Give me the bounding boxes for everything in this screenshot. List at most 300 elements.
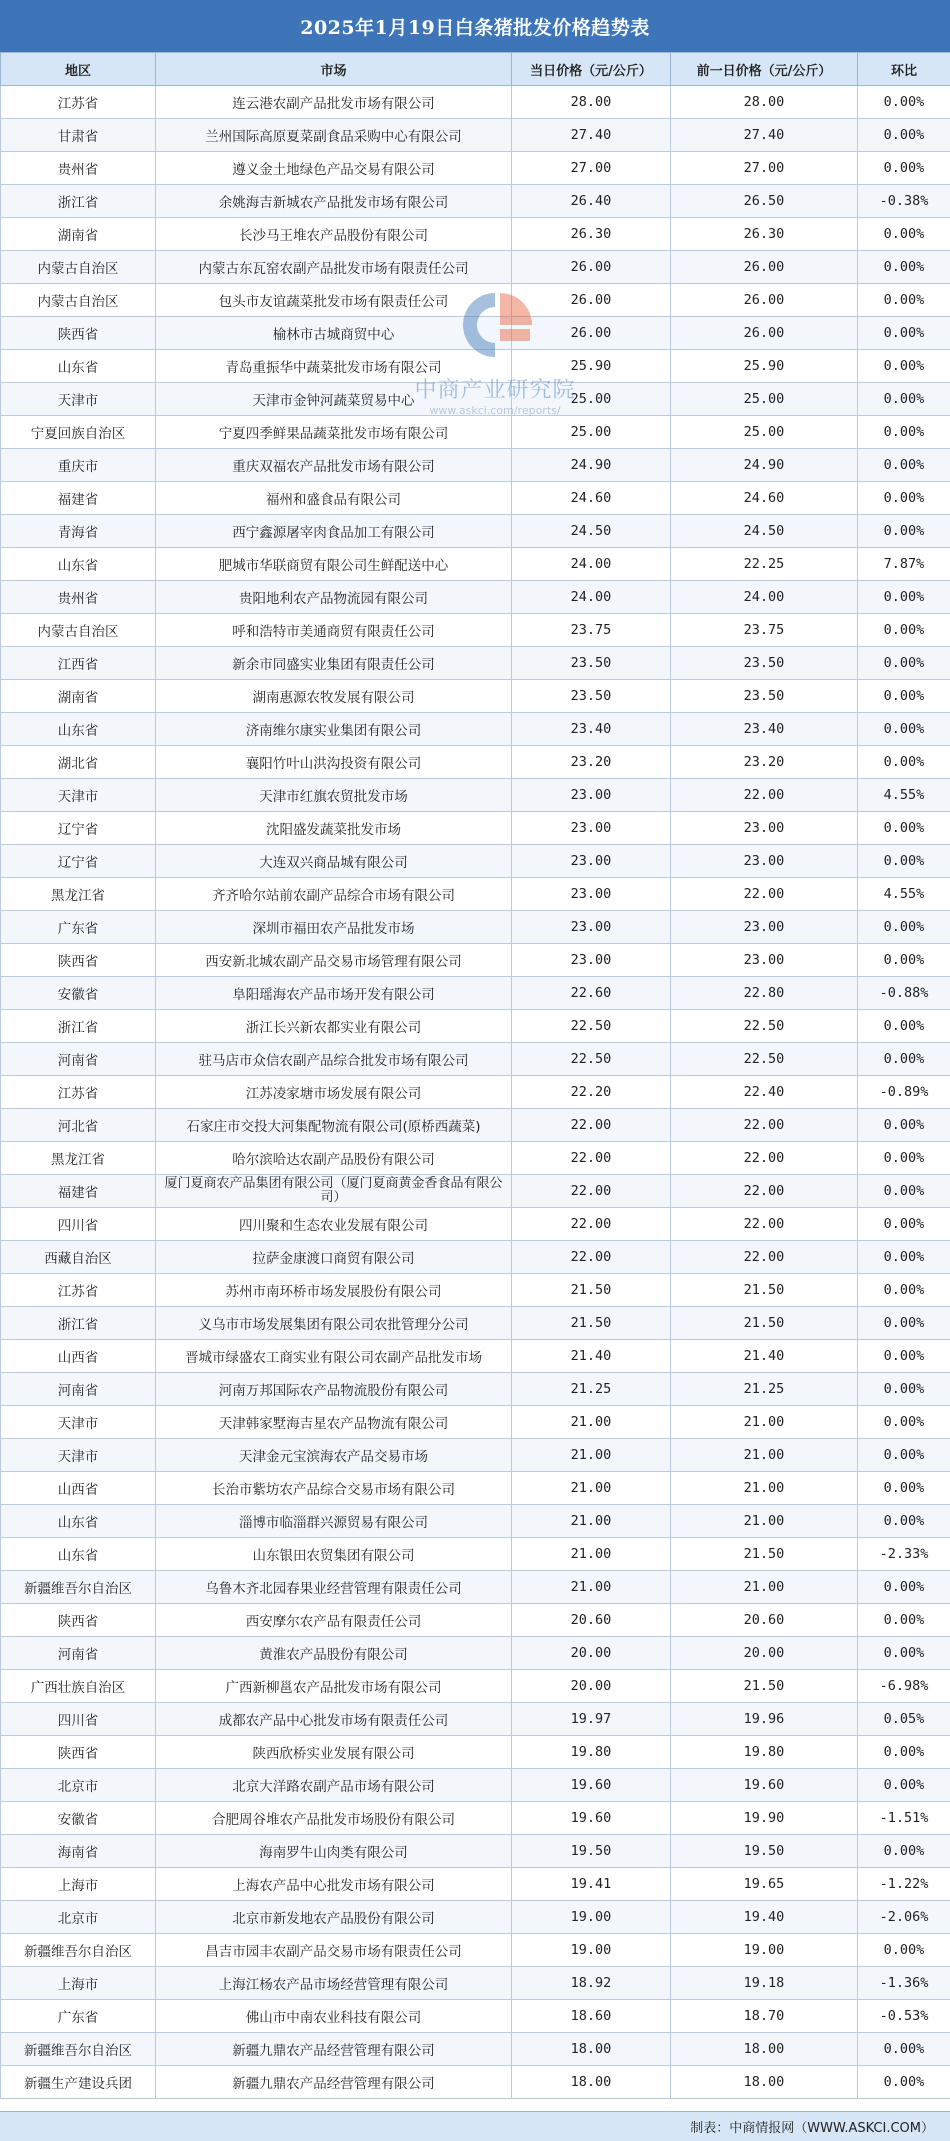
- table-row: [1, 251, 950, 284]
- region-cell: 黑龙江省: [1, 1142, 156, 1175]
- current-price-cell: 24.90: [512, 449, 671, 482]
- market-cell: 上海江杨农产品市场经营管理有限公司: [156, 1967, 512, 2000]
- current-price-cell: 27.00: [512, 152, 671, 185]
- current-price-cell: 19.00: [512, 1901, 671, 1934]
- change-cell: 0.00%: [858, 2033, 950, 2066]
- change-cell: 0.00%: [858, 944, 950, 977]
- change-cell: -0.88%: [858, 977, 950, 1010]
- market-cell: 江苏凌家塘市场发展有限公司: [156, 1076, 512, 1109]
- region-cell: 陕西省: [1, 1736, 156, 1769]
- previous-price-cell: 19.96: [671, 1703, 858, 1736]
- change-cell: 0.00%: [858, 416, 950, 449]
- table-row: [1, 284, 950, 317]
- market-cell: 遵义金土地绿色产品交易有限公司: [156, 152, 512, 185]
- previous-price-cell: 22.00: [671, 1241, 858, 1274]
- market-cell: 黄淮农产品股份有限公司: [156, 1637, 512, 1670]
- change-cell: 0.00%: [858, 449, 950, 482]
- market-cell: 广西新柳邕农产品批发市场有限公司: [156, 1670, 512, 1703]
- change-cell: 0.00%: [858, 746, 950, 779]
- previous-price-cell: 26.00: [671, 284, 858, 317]
- column-header-current-price: 当日价格（元/公斤）: [512, 53, 671, 86]
- table-row: [1, 1538, 950, 1571]
- previous-price-cell: 23.50: [671, 647, 858, 680]
- table-row: [1, 1307, 950, 1340]
- region-cell: 重庆市: [1, 449, 156, 482]
- market-cell: 天津市红旗农贸批发市场: [156, 779, 512, 812]
- market-cell: 四川聚和生态农业发展有限公司: [156, 1208, 512, 1241]
- table-row: [1, 1439, 950, 1472]
- change-cell: 0.00%: [858, 1769, 950, 1802]
- current-price-cell: 27.40: [512, 119, 671, 152]
- change-cell: 0.00%: [858, 119, 950, 152]
- table-row: [1, 1076, 950, 1109]
- current-price-cell: 22.50: [512, 1043, 671, 1076]
- previous-price-cell: 18.00: [671, 2066, 858, 2099]
- current-price-cell: 20.60: [512, 1604, 671, 1637]
- change-cell: -0.89%: [858, 1076, 950, 1109]
- table-row: [1, 779, 950, 812]
- current-price-cell: 19.60: [512, 1769, 671, 1802]
- current-price-cell: 23.00: [512, 845, 671, 878]
- previous-price-cell: 19.50: [671, 1835, 858, 1868]
- current-price-cell: 21.00: [512, 1406, 671, 1439]
- previous-price-cell: 24.90: [671, 449, 858, 482]
- market-cell: 苏州市南环桥市场发展股份有限公司: [156, 1274, 512, 1307]
- previous-price-cell: 24.50: [671, 515, 858, 548]
- current-price-cell: 22.00: [512, 1142, 671, 1175]
- market-cell: 大连双兴商品城有限公司: [156, 845, 512, 878]
- region-cell: 青海省: [1, 515, 156, 548]
- table-row: [1, 647, 950, 680]
- market-cell: 义乌市市场发展集团有限公司农批管理分公司: [156, 1307, 512, 1340]
- region-cell: 福建省: [1, 1175, 156, 1208]
- previous-price-cell: 21.00: [671, 1439, 858, 1472]
- region-cell: 内蒙古自治区: [1, 251, 156, 284]
- previous-price-cell: 28.00: [671, 86, 858, 119]
- market-cell: 阜阳瑶海农产品市场开发有限公司: [156, 977, 512, 1010]
- market-cell: 西安摩尔农产品有限责任公司: [156, 1604, 512, 1637]
- region-cell: 浙江省: [1, 1307, 156, 1340]
- region-cell: 新疆生产建设兵团: [1, 2066, 156, 2099]
- table-row: [1, 482, 950, 515]
- previous-price-cell: 22.00: [671, 1208, 858, 1241]
- column-header-row: [1, 53, 950, 86]
- region-cell: 陕西省: [1, 1604, 156, 1637]
- previous-price-cell: 22.25: [671, 548, 858, 581]
- market-cell: 淄博市临淄群兴源贸易有限公司: [156, 1505, 512, 1538]
- current-price-cell: 22.00: [512, 1208, 671, 1241]
- region-cell: 上海市: [1, 1868, 156, 1901]
- table-row: [1, 1835, 950, 1868]
- region-cell: 山西省: [1, 1472, 156, 1505]
- table-row: [1, 317, 950, 350]
- previous-price-cell: 19.40: [671, 1901, 858, 1934]
- previous-price-cell: 27.00: [671, 152, 858, 185]
- table-row: [1, 1934, 950, 1967]
- region-cell: 天津市: [1, 1439, 156, 1472]
- region-cell: 海南省: [1, 1835, 156, 1868]
- previous-price-cell: 22.00: [671, 1142, 858, 1175]
- table-row: [1, 1802, 950, 1835]
- table-row: [1, 350, 950, 383]
- previous-price-cell: 23.00: [671, 944, 858, 977]
- change-cell: 0.00%: [858, 1406, 950, 1439]
- market-cell: 成都农产品中心批发市场有限责任公司: [156, 1703, 512, 1736]
- table-row: [1, 1967, 950, 2000]
- region-cell: 山东省: [1, 1505, 156, 1538]
- table-row: [1, 713, 950, 746]
- price-table: [0, 52, 950, 2099]
- table-row: [1, 1373, 950, 1406]
- current-price-cell: 19.80: [512, 1736, 671, 1769]
- current-price-cell: 22.00: [512, 1109, 671, 1142]
- table-row: [1, 878, 950, 911]
- market-cell: 乌鲁木齐北园春果业经营管理有限责任公司: [156, 1571, 512, 1604]
- region-cell: 西藏自治区: [1, 1241, 156, 1274]
- region-cell: 陕西省: [1, 944, 156, 977]
- change-cell: -1.36%: [858, 1967, 950, 2000]
- change-cell: 0.00%: [858, 2066, 950, 2099]
- change-cell: 0.00%: [858, 152, 950, 185]
- current-price-cell: 21.00: [512, 1571, 671, 1604]
- table-row: [1, 977, 950, 1010]
- market-cell: 北京大洋路农副产品市场有限公司: [156, 1769, 512, 1802]
- change-cell: 0.00%: [858, 218, 950, 251]
- region-cell: 四川省: [1, 1703, 156, 1736]
- table-row: [1, 548, 950, 581]
- previous-price-cell: 21.00: [671, 1571, 858, 1604]
- change-cell: 0.00%: [858, 383, 950, 416]
- previous-price-cell: 19.65: [671, 1868, 858, 1901]
- change-cell: 0.00%: [858, 614, 950, 647]
- table-row: [1, 1109, 950, 1142]
- previous-price-cell: 22.00: [671, 1175, 858, 1208]
- current-price-cell: 23.00: [512, 812, 671, 845]
- change-cell: 0.00%: [858, 1175, 950, 1208]
- table-row: [1, 1010, 950, 1043]
- current-price-cell: 23.00: [512, 779, 671, 812]
- current-price-cell: 20.00: [512, 1637, 671, 1670]
- previous-price-cell: 22.40: [671, 1076, 858, 1109]
- table-row: [1, 944, 950, 977]
- previous-price-cell: 23.00: [671, 911, 858, 944]
- table-row: [1, 614, 950, 647]
- change-cell: 0.00%: [858, 1439, 950, 1472]
- watermark-url: www.askci.com/reports/: [429, 404, 561, 417]
- table-row: [1, 1472, 950, 1505]
- change-cell: -0.53%: [858, 2000, 950, 2033]
- market-cell: 肥城市华联商贸有限公司生鲜配送中心: [156, 548, 512, 581]
- previous-price-cell: 18.70: [671, 2000, 858, 2033]
- market-cell: 济南维尔康实业集团有限公司: [156, 713, 512, 746]
- table-row: [1, 1769, 950, 1802]
- change-cell: 0.00%: [858, 647, 950, 680]
- current-price-cell: 26.40: [512, 185, 671, 218]
- market-cell: 襄阳竹叶山洪沟投资有限公司: [156, 746, 512, 779]
- table-row: [1, 2066, 950, 2099]
- current-price-cell: 21.25: [512, 1373, 671, 1406]
- previous-price-cell: 23.40: [671, 713, 858, 746]
- previous-price-cell: 21.50: [671, 1670, 858, 1703]
- region-cell: 山东省: [1, 350, 156, 383]
- previous-price-cell: 19.18: [671, 1967, 858, 2000]
- table-row: [1, 1505, 950, 1538]
- region-cell: 北京市: [1, 1901, 156, 1934]
- table-row: [1, 845, 950, 878]
- current-price-cell: 22.00: [512, 1241, 671, 1274]
- market-cell: 内蒙古东瓦窑农副产品批发市场有限责任公司: [156, 251, 512, 284]
- market-cell: 西宁鑫源屠宰肉食品加工有限公司: [156, 515, 512, 548]
- previous-price-cell: 23.50: [671, 680, 858, 713]
- table-row: [1, 581, 950, 614]
- current-price-cell: 28.00: [512, 86, 671, 119]
- table-row: [1, 86, 950, 119]
- change-cell: 0.00%: [858, 317, 950, 350]
- region-cell: 内蒙古自治区: [1, 284, 156, 317]
- previous-price-cell: 23.20: [671, 746, 858, 779]
- previous-price-cell: 20.60: [671, 1604, 858, 1637]
- previous-price-cell: 21.50: [671, 1538, 858, 1571]
- previous-price-cell: 25.00: [671, 383, 858, 416]
- market-cell: 长沙马王堆农产品股份有限公司: [156, 218, 512, 251]
- current-price-cell: 23.00: [512, 878, 671, 911]
- table-row: [1, 383, 950, 416]
- change-cell: 0.00%: [858, 482, 950, 515]
- market-cell: 包头市友谊蔬菜批发市场有限责任公司: [156, 284, 512, 317]
- region-cell: 天津市: [1, 1406, 156, 1439]
- region-cell: 宁夏回族自治区: [1, 416, 156, 449]
- table-body: [1, 86, 950, 2099]
- change-cell: 0.00%: [858, 1505, 950, 1538]
- change-cell: 0.00%: [858, 1043, 950, 1076]
- change-cell: 0.00%: [858, 845, 950, 878]
- region-cell: 辽宁省: [1, 812, 156, 845]
- region-cell: 河南省: [1, 1637, 156, 1670]
- market-cell: 河南万邦国际农产品物流股份有限公司: [156, 1373, 512, 1406]
- change-cell: 0.00%: [858, 1373, 950, 1406]
- change-cell: 0.00%: [858, 86, 950, 119]
- previous-price-cell: 19.80: [671, 1736, 858, 1769]
- column-header-region: 地区: [1, 53, 156, 86]
- previous-price-cell: 21.25: [671, 1373, 858, 1406]
- change-cell: 0.00%: [858, 1208, 950, 1241]
- previous-price-cell: 26.50: [671, 185, 858, 218]
- previous-price-cell: 21.00: [671, 1406, 858, 1439]
- previous-price-cell: 21.50: [671, 1307, 858, 1340]
- current-price-cell: 19.50: [512, 1835, 671, 1868]
- previous-price-cell: 21.50: [671, 1274, 858, 1307]
- change-cell: 0.00%: [858, 1307, 950, 1340]
- table-row: [1, 911, 950, 944]
- region-cell: 福建省: [1, 482, 156, 515]
- table-row: [1, 185, 950, 218]
- region-cell: 江苏省: [1, 1076, 156, 1109]
- region-cell: 山东省: [1, 548, 156, 581]
- current-price-cell: 25.90: [512, 350, 671, 383]
- market-cell: 山东银田农贸集团有限公司: [156, 1538, 512, 1571]
- market-cell: 哈尔滨哈达农副产品股份有限公司: [156, 1142, 512, 1175]
- previous-price-cell: 22.00: [671, 779, 858, 812]
- region-cell: 安徽省: [1, 977, 156, 1010]
- market-cell: 新疆九鼎农产品经营管理有限公司: [156, 2066, 512, 2099]
- current-price-cell: 22.50: [512, 1010, 671, 1043]
- table-row: [1, 1043, 950, 1076]
- table-row: [1, 1142, 950, 1175]
- change-cell: 0.00%: [858, 1472, 950, 1505]
- table-row: [1, 812, 950, 845]
- previous-price-cell: 22.00: [671, 1109, 858, 1142]
- change-cell: 0.00%: [858, 713, 950, 746]
- table-row: [1, 1637, 950, 1670]
- current-price-cell: 18.00: [512, 2066, 671, 2099]
- column-header-change: 环比: [858, 53, 950, 86]
- market-cell: 陕西欣桥实业发展有限公司: [156, 1736, 512, 1769]
- market-cell: 湖南惠源农牧发展有限公司: [156, 680, 512, 713]
- table-title: 2025年1月19日白条猪批发价格趋势表: [0, 0, 950, 52]
- table-row: [1, 2033, 950, 2066]
- current-price-cell: 23.40: [512, 713, 671, 746]
- region-cell: 湖北省: [1, 746, 156, 779]
- table-row: [1, 1571, 950, 1604]
- market-cell: 呼和浩特市美通商贸有限责任公司: [156, 614, 512, 647]
- previous-price-cell: 21.40: [671, 1340, 858, 1373]
- table-row: [1, 515, 950, 548]
- previous-price-cell: 23.00: [671, 845, 858, 878]
- current-price-cell: 22.20: [512, 1076, 671, 1109]
- region-cell: 广西壮族自治区: [1, 1670, 156, 1703]
- previous-price-cell: 22.00: [671, 878, 858, 911]
- region-cell: 河北省: [1, 1109, 156, 1142]
- previous-price-cell: 27.40: [671, 119, 858, 152]
- market-cell: 天津韩家墅海吉星农产品物流有限公司: [156, 1406, 512, 1439]
- change-cell: 0.00%: [858, 251, 950, 284]
- previous-price-cell: 19.90: [671, 1802, 858, 1835]
- market-cell: 拉萨金康渡口商贸有限公司: [156, 1241, 512, 1274]
- region-cell: 内蒙古自治区: [1, 614, 156, 647]
- market-cell: 驻马店市众信农副产品综合批发市场有限公司: [156, 1043, 512, 1076]
- previous-price-cell: 24.60: [671, 482, 858, 515]
- current-price-cell: 25.00: [512, 383, 671, 416]
- current-price-cell: 19.97: [512, 1703, 671, 1736]
- region-cell: 湖南省: [1, 680, 156, 713]
- table-row: [1, 1406, 950, 1439]
- change-cell: -2.06%: [858, 1901, 950, 1934]
- market-cell: 连云港农副产品批发市场有限公司: [156, 86, 512, 119]
- current-price-cell: 23.00: [512, 944, 671, 977]
- table-row: [1, 416, 950, 449]
- change-cell: -1.51%: [858, 1802, 950, 1835]
- market-cell: 天津金元宝滨海农产品交易市场: [156, 1439, 512, 1472]
- region-cell: 上海市: [1, 1967, 156, 2000]
- previous-price-cell: 20.00: [671, 1637, 858, 1670]
- change-cell: 0.00%: [858, 1109, 950, 1142]
- table-row: [1, 1604, 950, 1637]
- previous-price-cell: 25.90: [671, 350, 858, 383]
- change-cell: 0.00%: [858, 1835, 950, 1868]
- change-cell: -1.22%: [858, 1868, 950, 1901]
- current-price-cell: 21.50: [512, 1307, 671, 1340]
- current-price-cell: 23.00: [512, 911, 671, 944]
- region-cell: 河南省: [1, 1043, 156, 1076]
- footer-credit: 制表：中商情报网（WWW.ASKCI.COM）: [0, 2111, 950, 2141]
- market-cell: 沈阳盛发蔬菜批发市场: [156, 812, 512, 845]
- previous-price-cell: 26.00: [671, 317, 858, 350]
- column-header-market: 市场: [156, 53, 512, 86]
- previous-price-cell: 25.00: [671, 416, 858, 449]
- region-cell: 北京市: [1, 1769, 156, 1802]
- current-price-cell: 24.00: [512, 581, 671, 614]
- current-price-cell: 24.50: [512, 515, 671, 548]
- current-price-cell: 24.00: [512, 548, 671, 581]
- market-cell: 北京市新发地农产品股份有限公司: [156, 1901, 512, 1934]
- market-cell: 天津市金钟河蔬菜贸易中心: [156, 383, 512, 416]
- change-cell: -2.33%: [858, 1538, 950, 1571]
- change-cell: 0.00%: [858, 1010, 950, 1043]
- change-cell: 0.00%: [858, 1241, 950, 1274]
- current-price-cell: 26.00: [512, 317, 671, 350]
- change-cell: 0.00%: [858, 1571, 950, 1604]
- region-cell: 天津市: [1, 383, 156, 416]
- market-cell: 新余市同盛实业集团有限责任公司: [156, 647, 512, 680]
- market-cell: 上海农产品中心批发市场有限公司: [156, 1868, 512, 1901]
- table-row: [1, 1736, 950, 1769]
- region-cell: 广东省: [1, 911, 156, 944]
- watermark-brand: 中商产业研究院: [414, 378, 576, 403]
- current-price-cell: 26.30: [512, 218, 671, 251]
- current-price-cell: 22.60: [512, 977, 671, 1010]
- change-cell: -0.38%: [858, 185, 950, 218]
- current-price-cell: 18.00: [512, 2033, 671, 2066]
- change-cell: 0.00%: [858, 1637, 950, 1670]
- column-header-previous-price: 前一日价格（元/公斤）: [671, 53, 858, 86]
- market-cell: 厦门夏商农产品集团有限公司（厦门夏商黄金香食品有限公司）: [156, 1175, 512, 1208]
- change-cell: 0.00%: [858, 1274, 950, 1307]
- region-cell: 山东省: [1, 1538, 156, 1571]
- change-cell: -6.98%: [858, 1670, 950, 1703]
- market-cell: 齐齐哈尔站前农副产品综合市场有限公司: [156, 878, 512, 911]
- market-cell: 长治市紫坊农产品综合交易市场有限公司: [156, 1472, 512, 1505]
- table-row: [1, 1901, 950, 1934]
- table-row: [1, 152, 950, 185]
- change-cell: 4.55%: [858, 779, 950, 812]
- market-cell: 合肥周谷堆农产品批发市场股份有限公司: [156, 1802, 512, 1835]
- region-cell: 辽宁省: [1, 845, 156, 878]
- previous-price-cell: 21.00: [671, 1505, 858, 1538]
- change-cell: 0.00%: [858, 284, 950, 317]
- market-cell: 石家庄市交投大河集配物流有限公司(原桥西蔬菜): [156, 1109, 512, 1142]
- current-price-cell: 21.00: [512, 1538, 671, 1571]
- table-row: [1, 1241, 950, 1274]
- previous-price-cell: 26.30: [671, 218, 858, 251]
- current-price-cell: 22.00: [512, 1175, 671, 1208]
- region-cell: 天津市: [1, 779, 156, 812]
- current-price-cell: 23.50: [512, 680, 671, 713]
- current-price-cell: 26.00: [512, 251, 671, 284]
- market-cell: 新疆九鼎农产品经营管理有限公司: [156, 2033, 512, 2066]
- market-cell: 青岛重振华中蔬菜批发市场有限公司: [156, 350, 512, 383]
- change-cell: 0.00%: [858, 1142, 950, 1175]
- change-cell: 0.00%: [858, 680, 950, 713]
- current-price-cell: 23.20: [512, 746, 671, 779]
- change-cell: 0.00%: [858, 812, 950, 845]
- table-row: [1, 218, 950, 251]
- previous-price-cell: 24.00: [671, 581, 858, 614]
- change-cell: 0.00%: [858, 1736, 950, 1769]
- change-cell: 0.00%: [858, 911, 950, 944]
- market-cell: 兰州国际高原夏菜副食品采购中心有限公司: [156, 119, 512, 152]
- region-cell: 甘肃省: [1, 119, 156, 152]
- market-cell: 榆林市古城商贸中心: [156, 317, 512, 350]
